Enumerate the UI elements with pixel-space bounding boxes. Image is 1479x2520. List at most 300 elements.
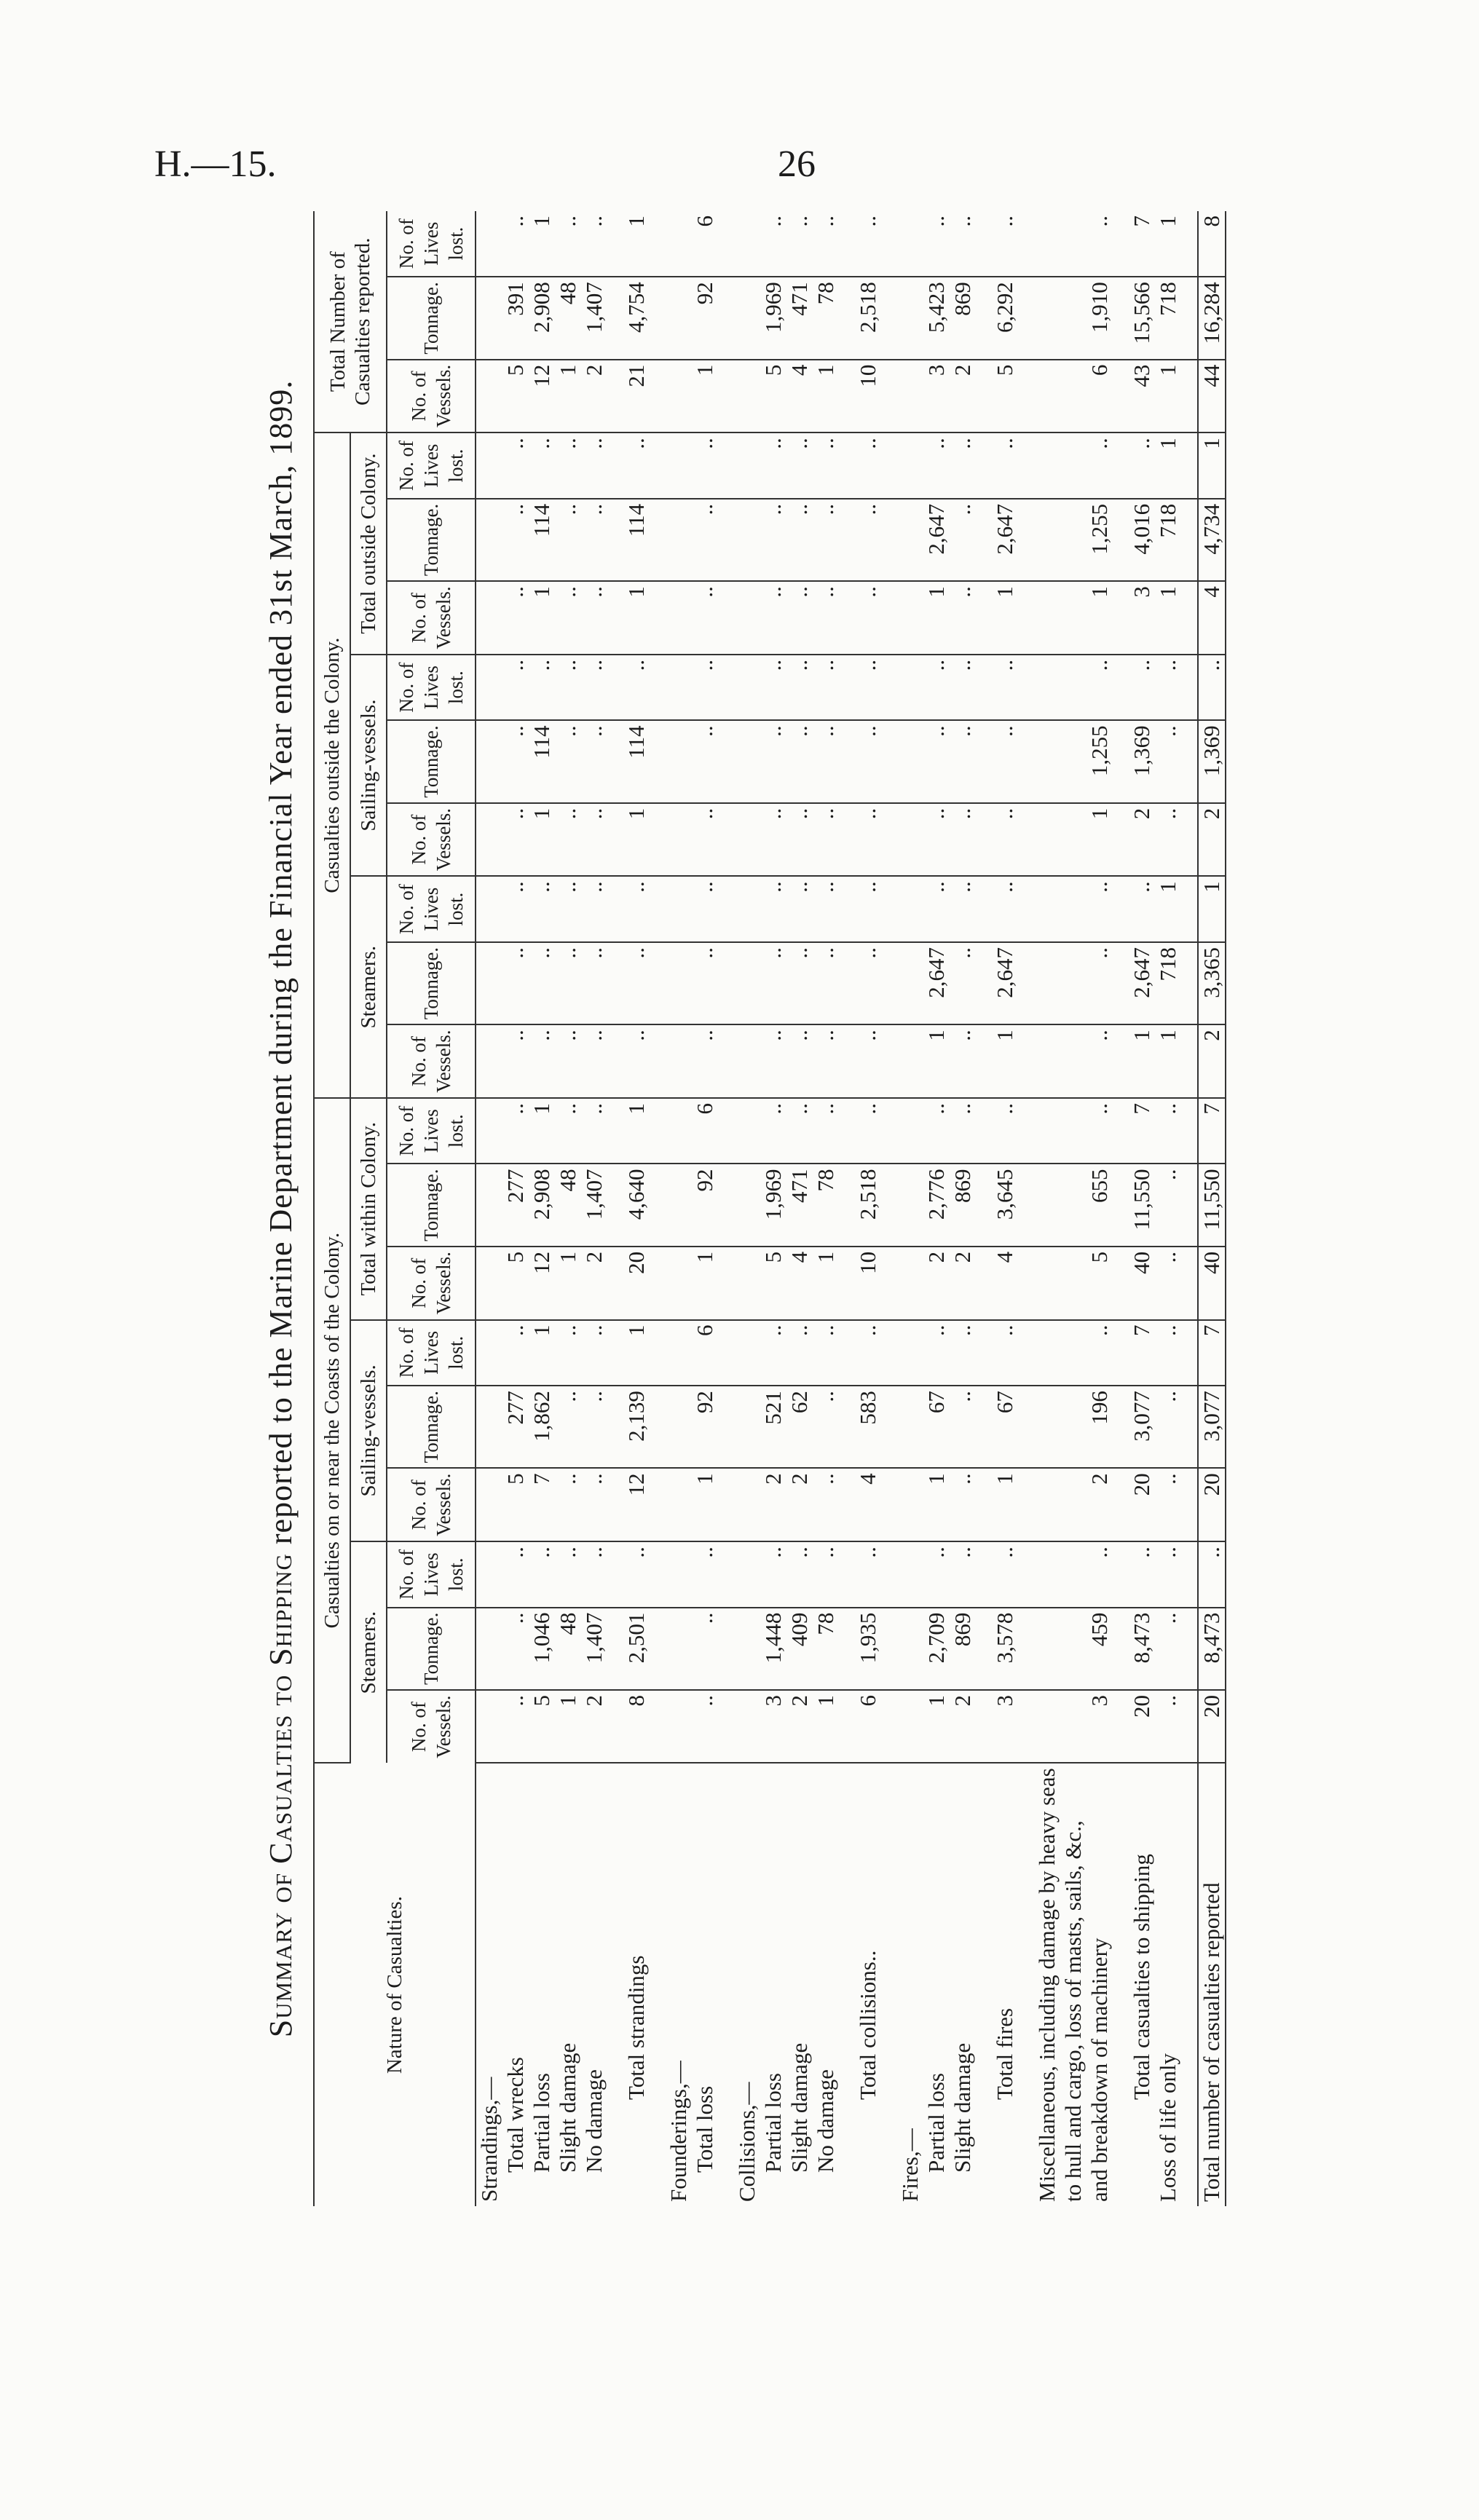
row-label-text: Total wrecks [502, 2057, 528, 2173]
empty-cell [881, 1608, 897, 1690]
table-cell: 2,709 [923, 1608, 950, 1690]
empty-cell [734, 360, 760, 433]
table-cell: 3,365 [1198, 942, 1226, 1024]
empty-cell [897, 1320, 923, 1386]
table-cell: 409 [786, 1608, 813, 1690]
empty-cell [607, 1247, 623, 1320]
table-cell: .. [992, 211, 1018, 277]
table-cell: 521 [760, 1386, 786, 1468]
table-cell: .. [992, 803, 1018, 877]
empty-cell [839, 211, 855, 277]
table-cell: .. [786, 1541, 813, 1608]
table-cell: 1 [923, 581, 950, 655]
empty-cell [839, 1690, 855, 1763]
empty-cell [976, 942, 992, 1024]
empty-cell [1181, 876, 1198, 942]
empty-cell [650, 277, 666, 359]
table-cell: 40 [1129, 1247, 1155, 1320]
empty-cell [839, 1763, 855, 2206]
table-cell: .. [923, 432, 950, 499]
row-label [813, 1763, 839, 2206]
group-heading-row [666, 211, 692, 2206]
empty-cell [839, 1541, 855, 1608]
spacer-row [1018, 211, 1034, 2206]
empty-cell [1181, 1164, 1198, 1247]
empty-cell [734, 803, 760, 877]
empty-cell [718, 211, 734, 277]
empty-cell [881, 1098, 897, 1164]
empty-cell [476, 1690, 502, 1763]
empty-cell [839, 499, 855, 581]
empty-cell [976, 1320, 992, 1386]
empty-cell [1060, 211, 1086, 277]
empty-cell [607, 1098, 623, 1164]
total-within-header: Total within Colony. [350, 1098, 387, 1320]
row-label-text: Total number of casualties reported [1199, 1882, 1224, 2202]
empty-cell [897, 1386, 923, 1468]
empty-cell [1113, 1690, 1129, 1763]
table-cell: 4 [992, 1247, 1018, 1320]
table-cell: 3,645 [992, 1164, 1018, 1247]
table-cell: 1 [555, 360, 581, 433]
empty-cell [1060, 876, 1086, 942]
empty-cell [718, 1098, 734, 1164]
table-cell: 3 [760, 1690, 786, 1763]
group-heading: to hull and cargo, loss of masts, sails, &c., [1060, 1820, 1086, 2202]
empty-cell [476, 581, 502, 655]
empty-cell [1018, 1468, 1034, 1541]
empty-cell [666, 1164, 692, 1247]
empty-cell [607, 942, 623, 1024]
empty-cell [718, 1247, 734, 1320]
empty-cell [666, 1247, 692, 1320]
empty-cell [1181, 581, 1198, 655]
empty-cell [881, 1247, 897, 1320]
table-cell: 5 [760, 1247, 786, 1320]
table-cell: .. [786, 655, 813, 721]
table-cell: 1 [923, 1690, 950, 1763]
empty-cell [607, 876, 623, 942]
table-cell: 1 [992, 1468, 1018, 1541]
table-cell: 7 [1198, 1098, 1226, 1164]
table-cell: 1,407 [581, 1164, 607, 1247]
empty-cell [1034, 720, 1060, 802]
empty-cell [897, 1468, 923, 1541]
empty-cell [1113, 1541, 1129, 1608]
table-cell: 7 [1198, 1320, 1226, 1386]
table-cell: .. [529, 432, 555, 499]
table-cell: 869 [950, 1164, 976, 1247]
table-cell: 1 [555, 1690, 581, 1763]
table-cell: 2 [581, 1247, 607, 1320]
empty-cell [897, 803, 923, 877]
table-cell: .. [623, 1024, 650, 1098]
table-cell: .. [950, 1024, 976, 1098]
table-cell: .. [692, 432, 718, 499]
col-lives: No. of Lives lost. [387, 211, 476, 277]
table-cell: .. [855, 655, 881, 721]
empty-cell [1181, 803, 1198, 877]
table-cell: .. [992, 655, 1018, 721]
empty-cell [650, 942, 666, 1024]
table-cell: .. [786, 720, 813, 802]
empty-cell [607, 655, 623, 721]
table-cell: .. [950, 499, 976, 581]
row-label-text: Slight damage [786, 2042, 812, 2173]
empty-cell [881, 360, 897, 433]
table-cell: .. [1155, 1541, 1181, 1608]
table-cell: .. [1198, 1541, 1226, 1608]
group-heading-row [1060, 211, 1086, 2206]
table-cell: .. [950, 1468, 976, 1541]
empty-cell [976, 1763, 992, 2206]
empty-cell [718, 360, 734, 433]
empty-cell [1181, 1541, 1198, 1608]
table-cell: 583 [855, 1386, 881, 1468]
table-cell: .. [1086, 1541, 1113, 1608]
table-cell: 2,518 [855, 1164, 881, 1247]
empty-cell [734, 277, 760, 359]
table-cell: 78 [813, 1608, 839, 1690]
empty-cell [897, 360, 923, 433]
table-row [623, 211, 650, 2206]
empty-cell [839, 942, 855, 1024]
row-label-text: Partial loss [760, 2073, 786, 2173]
table-cell: 718 [1155, 499, 1181, 581]
empty-cell [1060, 1247, 1086, 1320]
row-label [923, 1763, 950, 2206]
empty-cell [650, 803, 666, 877]
table-cell: .. [813, 499, 839, 581]
table-cell: 5,423 [923, 277, 950, 359]
empty-cell [666, 1320, 692, 1386]
empty-cell [476, 360, 502, 433]
table-row [923, 211, 950, 2206]
empty-cell [650, 432, 666, 499]
empty-cell [650, 720, 666, 802]
empty-cell [897, 942, 923, 1024]
empty-cell [976, 1468, 992, 1541]
table-cell: 4,754 [623, 277, 650, 359]
col-tonnage: Tonnage. [387, 942, 476, 1024]
empty-cell [976, 803, 992, 877]
empty-cell [666, 655, 692, 721]
table-row [1198, 211, 1226, 2206]
table-cell: 1 [1155, 211, 1181, 277]
row-label-text: Total casualties to shipping [1129, 1854, 1154, 2100]
table-cell: 3,578 [992, 1608, 1018, 1690]
empty-cell [1018, 1763, 1034, 2206]
empty-cell [476, 211, 502, 277]
empty-cell [1181, 1468, 1198, 1541]
table-cell: .. [950, 1541, 976, 1608]
table-cell: .. [581, 1541, 607, 1608]
table-cell: .. [502, 432, 529, 499]
table-title-prefix: Summary of Casualties to Shipping [263, 1553, 299, 2038]
col-tonnage: Tonnage. [387, 1608, 476, 1690]
empty-cell [666, 499, 692, 581]
table-cell: 2 [1198, 803, 1226, 877]
table-cell: .. [760, 1541, 786, 1608]
row-label [855, 1763, 881, 2206]
table-cell: .. [813, 655, 839, 721]
table-cell: 3 [1129, 581, 1155, 655]
empty-cell [881, 803, 897, 877]
table-cell: 1 [813, 1690, 839, 1763]
table-cell: 2,647 [923, 942, 950, 1024]
empty-cell [1113, 1763, 1129, 2206]
empty-cell [1034, 360, 1060, 433]
empty-cell [1034, 1468, 1060, 1541]
table-cell: 20 [1129, 1468, 1155, 1541]
empty-cell [650, 1024, 666, 1098]
row-label [555, 1763, 581, 2206]
table-cell: 391 [502, 277, 529, 359]
table-cell: .. [950, 581, 976, 655]
table-cell: 1,969 [760, 277, 786, 359]
table-cell: 20 [1129, 1690, 1155, 1763]
table-cell: .. [813, 1024, 839, 1098]
col-vessels: No. of Vessels. [387, 1024, 476, 1098]
row-label [992, 1763, 1018, 2206]
table-cell: .. [581, 211, 607, 277]
empty-cell [476, 1247, 502, 1320]
row-label [760, 1763, 786, 2206]
row-label-text: No damage [581, 2069, 607, 2173]
table-cell: .. [760, 803, 786, 877]
table-cell: .. [502, 1690, 529, 1763]
empty-cell [476, 1098, 502, 1164]
table-cell: .. [923, 876, 950, 942]
empty-cell [650, 876, 666, 942]
empty-cell [1034, 1386, 1060, 1468]
table-cell: 6,292 [992, 277, 1018, 359]
empty-cell [976, 581, 992, 655]
col-lives: No. of Lives lost. [387, 1541, 476, 1608]
group-heading: Fires,— [897, 2128, 923, 2202]
table-cell: .. [1129, 432, 1155, 499]
table-cell: .. [855, 942, 881, 1024]
empty-cell [666, 211, 692, 277]
empty-cell [607, 1690, 623, 1763]
table-cell: .. [950, 655, 976, 721]
empty-cell [650, 1468, 666, 1541]
empty-cell [1034, 1024, 1060, 1098]
casualties-table [313, 211, 1226, 2206]
table-cell: 2 [581, 1690, 607, 1763]
table-row [555, 211, 581, 2206]
empty-cell [1060, 1690, 1086, 1763]
empty-cell [1113, 655, 1129, 721]
empty-cell [476, 1164, 502, 1247]
empty-cell [650, 1541, 666, 1608]
table-row [950, 211, 976, 2206]
table-cell: 2 [923, 1247, 950, 1320]
empty-cell [897, 876, 923, 942]
empty-cell [1034, 1320, 1060, 1386]
empty-cell [650, 581, 666, 655]
group-heading: Miscellaneous, including damage by heavy seas [1034, 1768, 1060, 2202]
col-vessels: No. of Vessels. [387, 1690, 476, 1763]
table-cell: 8 [1198, 211, 1226, 277]
empty-cell [650, 1608, 666, 1690]
total-outside-header: Total outside Colony. [350, 432, 387, 655]
table-cell: 2 [950, 1690, 976, 1763]
empty-cell [897, 655, 923, 721]
empty-cell [734, 1690, 760, 1763]
empty-cell [1034, 432, 1060, 499]
table-cell: .. [581, 942, 607, 1024]
empty-cell [881, 581, 897, 655]
table-cell: .. [623, 876, 650, 942]
table-cell: 1 [529, 211, 555, 277]
empty-cell [976, 211, 992, 277]
empty-cell [839, 655, 855, 721]
empty-cell [881, 277, 897, 359]
empty-cell [897, 1247, 923, 1320]
table-cell: .. [760, 655, 786, 721]
table-cell: 67 [992, 1386, 1018, 1468]
table-cell: 114 [529, 499, 555, 581]
table-cell: 2,776 [923, 1164, 950, 1247]
table-cell: 1 [1086, 581, 1113, 655]
table-cell: .. [623, 655, 650, 721]
empty-cell [1181, 499, 1198, 581]
empty-cell [734, 581, 760, 655]
empty-cell [607, 720, 623, 802]
empty-cell [1060, 720, 1086, 802]
table-cell: 11,550 [1129, 1164, 1155, 1247]
empty-cell [476, 1468, 502, 1541]
table-cell: 20 [1198, 1468, 1226, 1541]
table-cell: 1 [1086, 803, 1113, 877]
empty-cell [666, 1386, 692, 1468]
empty-cell [734, 1386, 760, 1468]
empty-cell [897, 1164, 923, 1247]
table-cell: 1,369 [1198, 720, 1226, 802]
table-cell: .. [950, 1386, 976, 1468]
table-cell: 1 [1155, 581, 1181, 655]
empty-cell [839, 876, 855, 942]
table-cell: 67 [923, 1386, 950, 1468]
table-cell: 1,046 [529, 1608, 555, 1690]
table-cell: 1 [692, 1247, 718, 1320]
table-cell: 1,910 [1086, 277, 1113, 359]
empty-cell [1181, 1247, 1198, 1320]
table-cell: 20 [1198, 1690, 1226, 1763]
table-cell: .. [786, 1098, 813, 1164]
table-cell: 1 [992, 1024, 1018, 1098]
empty-cell [881, 1690, 897, 1763]
empty-cell [881, 432, 897, 499]
table-cell: .. [950, 803, 976, 877]
spacer-row [607, 211, 623, 2206]
empty-cell [1060, 1468, 1086, 1541]
table-cell: 869 [950, 277, 976, 359]
table-cell: .. [813, 1541, 839, 1608]
empty-cell [607, 360, 623, 433]
empty-cell [976, 277, 992, 359]
table-cell: .. [555, 499, 581, 581]
table-cell: .. [1086, 1024, 1113, 1098]
empty-cell [650, 1763, 666, 2206]
table-cell: .. [623, 942, 650, 1024]
table-cell: .. [813, 720, 839, 802]
table-cell: .. [855, 720, 881, 802]
empty-cell [1034, 803, 1060, 877]
empty-cell [881, 499, 897, 581]
table-cell: .. [555, 720, 581, 802]
table-cell: .. [1155, 1164, 1181, 1247]
empty-cell [1034, 499, 1060, 581]
table-cell: .. [760, 1320, 786, 1386]
table-cell: 5 [502, 360, 529, 433]
empty-cell [476, 1608, 502, 1690]
table-cell: .. [555, 432, 581, 499]
empty-cell [666, 720, 692, 802]
empty-cell [734, 1541, 760, 1608]
empty-cell [1060, 1541, 1086, 1608]
col-lives: No. of Lives lost. [387, 876, 476, 942]
empty-cell [607, 1164, 623, 1247]
empty-cell [881, 720, 897, 802]
row-label-text: Partial loss [529, 2073, 554, 2173]
table-cell: .. [855, 1541, 881, 1608]
table-cell: .. [923, 1098, 950, 1164]
table-cell: .. [555, 876, 581, 942]
empty-cell [1113, 1164, 1129, 1247]
empty-cell [718, 581, 734, 655]
empty-cell [718, 432, 734, 499]
empty-cell [976, 876, 992, 942]
table-cell: 62 [786, 1386, 813, 1468]
table-cell: 2,518 [855, 277, 881, 359]
table-cell: .. [786, 1320, 813, 1386]
table-cell: 1 [813, 360, 839, 433]
table-row [992, 211, 1018, 2206]
table-cell: .. [1086, 655, 1113, 721]
table-cell: 2 [581, 360, 607, 433]
empty-cell [1113, 211, 1129, 277]
table-cell: .. [502, 211, 529, 277]
table-row [1155, 211, 1181, 2206]
empty-cell [839, 432, 855, 499]
table-cell: 1 [813, 1247, 839, 1320]
table-cell: .. [692, 1024, 718, 1098]
col-vessels: No. of Vessels. [387, 1247, 476, 1320]
table-cell: .. [555, 581, 581, 655]
empty-cell [976, 1247, 992, 1320]
table-cell: 21 [623, 360, 650, 433]
empty-cell [734, 1247, 760, 1320]
empty-cell [1060, 1608, 1086, 1690]
row-label [950, 1763, 976, 2206]
table-cell: .. [1129, 655, 1155, 721]
table-cell: 2 [1086, 1468, 1113, 1541]
empty-cell [476, 499, 502, 581]
empty-cell [1018, 1320, 1034, 1386]
empty-cell [881, 1468, 897, 1541]
empty-cell [1060, 1320, 1086, 1386]
table-cell: 2,647 [923, 499, 950, 581]
table-cell: .. [786, 499, 813, 581]
table-row [813, 211, 839, 2206]
row-label [581, 1763, 607, 2206]
table-cell: .. [813, 432, 839, 499]
empty-cell [1018, 655, 1034, 721]
empty-cell [734, 1098, 760, 1164]
table-cell: .. [502, 1320, 529, 1386]
